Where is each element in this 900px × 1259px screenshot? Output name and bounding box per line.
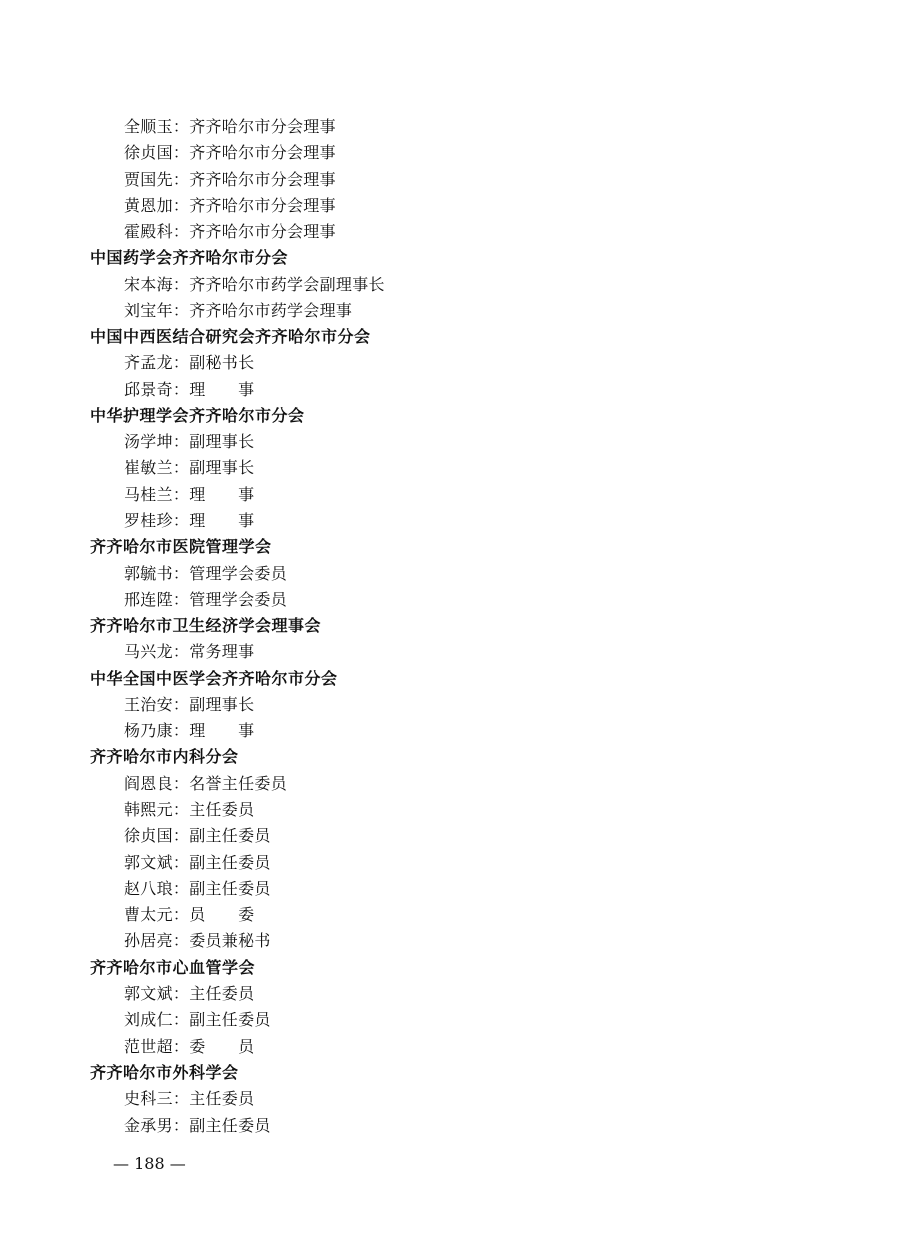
member-entry: 徐贞国：齐齐哈尔市分会理事 (124, 143, 336, 162)
member-entry: 齐孟龙：副秘书长 (124, 353, 255, 372)
member-entry: 邢连陞：管理学会委员 (124, 590, 288, 609)
member-entry: 贾国先：齐齐哈尔市分会理事 (124, 170, 336, 189)
member-entry: 郭文斌：主任委员 (124, 984, 255, 1003)
member-entry: 郭毓书：管理学会委员 (124, 564, 288, 583)
member-entry: 王治安：副理事长 (124, 695, 255, 714)
member-entry: 宋本海：齐齐哈尔市药学会副理事长 (124, 275, 385, 294)
member-entry: 徐贞国：副主任委员 (124, 826, 271, 845)
member-entry: 全顺玉：齐齐哈尔市分会理事 (124, 117, 336, 136)
society-heading: 中华全国中医学会齐齐哈尔市分会 (90, 669, 338, 688)
member-entry: 阎恩良：名誉主任委员 (124, 774, 288, 793)
member-entry: 罗桂珍：理 事 (124, 511, 255, 530)
member-entry: 赵八琅：副主任委员 (124, 879, 271, 898)
member-entry: 刘宝年：齐齐哈尔市药学会理事 (124, 301, 353, 320)
member-entry: 马兴龙：常务理事 (124, 642, 255, 661)
member-entry: 孙居亮：委员兼秘书 (124, 931, 271, 950)
society-heading: 齐齐哈尔市医院管理学会 (90, 537, 272, 556)
society-heading: 中国药学会齐齐哈尔市分会 (90, 248, 289, 267)
society-heading: 齐齐哈尔市内科分会 (90, 747, 239, 766)
member-entry: 金承男：副主任委员 (124, 1116, 271, 1135)
society-heading: 齐齐哈尔市卫生经济学会理事会 (90, 616, 322, 635)
member-entry: 邱景奇：理 事 (124, 380, 255, 399)
member-entry: 韩熙元：主任委员 (124, 800, 255, 819)
member-entry: 曹太元：员 委 (124, 905, 255, 924)
page-number: — 188 — (113, 1154, 186, 1173)
member-entry: 刘成仁：副主任委员 (124, 1010, 271, 1029)
member-entry: 史科三：主任委员 (124, 1089, 255, 1108)
member-entry: 范世超：委 员 (124, 1037, 255, 1056)
member-entry: 杨乃康：理 事 (124, 721, 255, 740)
member-entry: 马桂兰：理 事 (124, 485, 255, 504)
society-heading: 中国中西医结合研究会齐齐哈尔市分会 (90, 327, 371, 346)
member-entry: 霍殿科：齐齐哈尔市分会理事 (124, 222, 336, 241)
member-entry: 崔敏兰：副理事长 (124, 458, 255, 477)
society-heading: 齐齐哈尔市外科学会 (90, 1063, 239, 1082)
society-heading: 齐齐哈尔市心血管学会 (90, 958, 256, 977)
society-heading: 中华护理学会齐齐哈尔市分会 (90, 406, 305, 425)
member-entry: 汤学坤：副理事长 (124, 432, 255, 451)
member-entry: 黄恩加：齐齐哈尔市分会理事 (124, 196, 336, 215)
member-entry: 郭文斌：副主任委员 (124, 853, 271, 872)
